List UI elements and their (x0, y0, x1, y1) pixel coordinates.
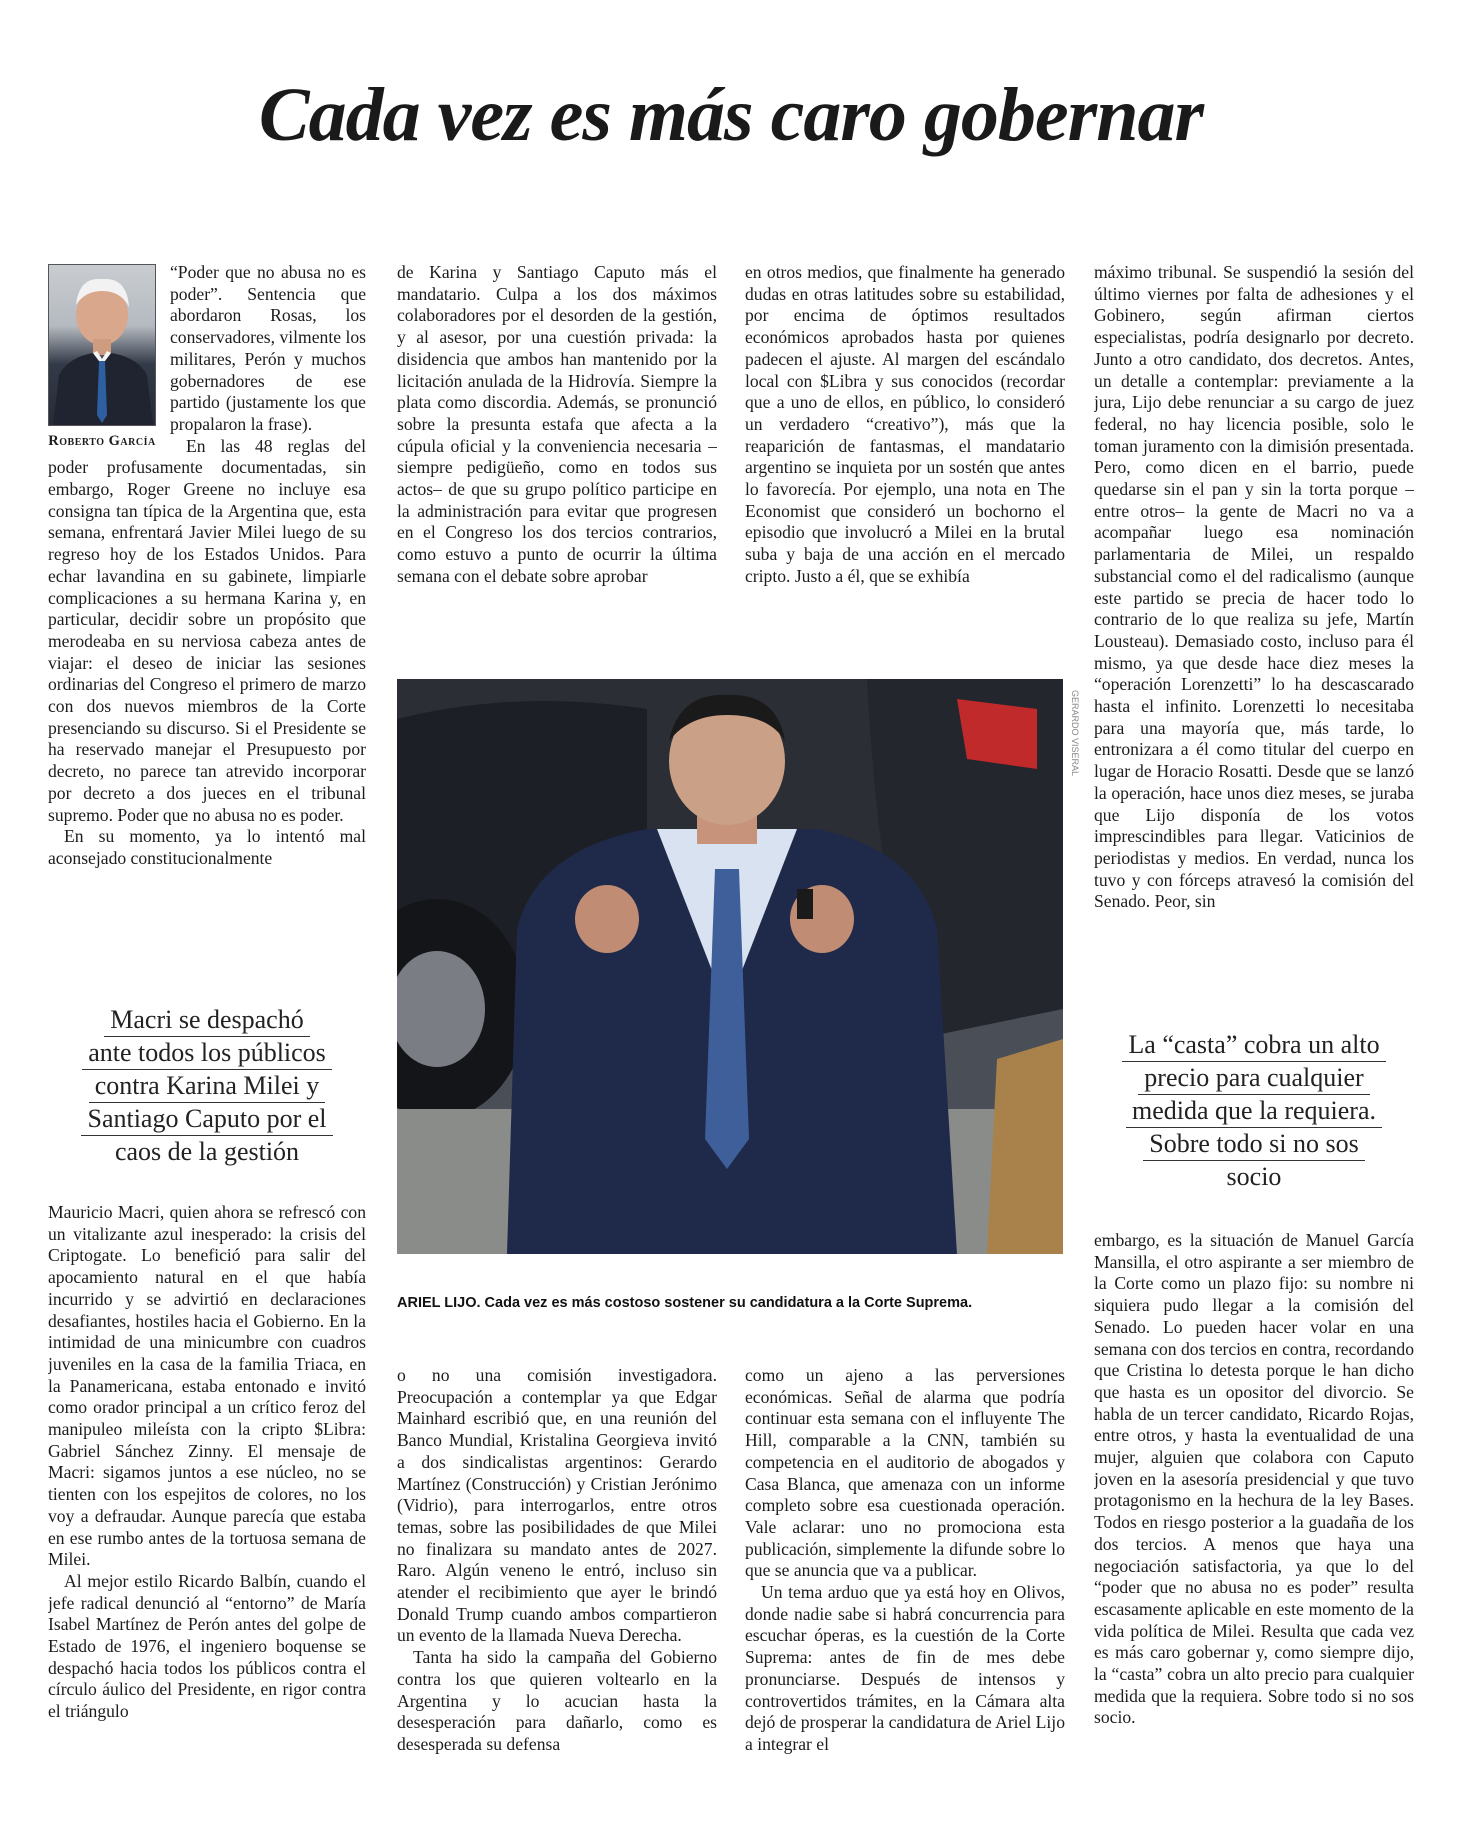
paragraph: Un tema arduo que ya está hoy en Olivos, donde nadie sabe si habrá concurrencia para escuchar óperas, es la cuestión de la Corte Suprema: antes de fin de mes debe pronunciarse. Después de intensos y controvertidos trámites, en la Cámara alta dejó de prosperar la candidatura de Ariel Lijo a integrar el (745, 1582, 1065, 1754)
paragraph: en otros medios, que finalmente ha generado dudas en otras latitudes sobre su estabilidad, por encima de óptimos resultados económicos aprobados hasta por quienes padecen el ajuste. Al margen del escándalo local con $Libra y sus conocidos (recordar que a uno de ellos, en público, lo consideró un verdadero “creativo”), más que la reaparición de fantasmas, el mandatario argentino se inquieta por un sostén que antes lo favorecía. Por ejemplo, una nota en The Economist que consideró un bochorno el episodio que involucró a Milei en la brutal suba y baja de una acción en el mercado cripto. Justo a él, que se exhibía (745, 262, 1065, 586)
column-2-top (397, 262, 717, 654)
column-2-bottom (397, 1365, 717, 1817)
author-name: Roberto García (48, 433, 156, 449)
pull-quote-line: medida que la requiera. (1126, 1095, 1382, 1128)
column-3-top (745, 262, 1065, 654)
pull-quote-right (1094, 1029, 1414, 1193)
paragraph: Tanta ha sido la campaña del Gobierno contra los que quieren voltearlo en la Argentina y lo acucian hasta la desesperación para dañarlo, como es desesperada su defensa (397, 1647, 717, 1754)
paragraph: como un ajeno a las perversiones económicas. Señal de alarma que podría continuar esta semana con el influyente The Hill, comparable a la CNN, también su competencia en el auditorio de abogados y Casa Blanca, que amenaza con un informe completo sobre esa cuestionada operación. Vale aclarar: uno no promociona esta publicación, simplemente la difunde sobre lo que se anuncia que va a publicar. (745, 1365, 1065, 1581)
caption-text: Cada vez es más costoso sostener su candidatura a la Corte Suprema. (480, 1295, 973, 1311)
paragraph: o no una comisión investigadora. Preocupación a contemplar ya que Edgar Mainhard escribió que, en una reunión del Banco Mundial, Kristalina Georgieva invitó a dos sindicalistas argentinos: Gerardo Martínez (Construcción) y Cristian Jerónimo (Vidrio), para interrogarlos, entre otros temas, sobre las posibilidades de que Milei no finalizara su mandato antes de 2027. Raro. Algún veneno le entró, incluso sin atender el recibimiento que ayer le brindó Donald Trump cuando ambos compartieron un evento de la llamada Nueva Derecha. (397, 1365, 717, 1646)
paragraph: de Karina y Santiago Caputo más el mandatario. Culpa a los dos máximos colaboradores por el desorden de la gestión, y al asesor, por una cuestión privada: la disidencia que ambos han mantenido por la licitación anulada de la Hidrovía. Siempre la plata como discordia. Además, se pronunció sobre la presunta estafa que afecta a la cúpula oficial y la conveniencia necesaria –siempre pedigüeño, como en todos sus actos– de que su grupo político participe en la administración para evitar que progresen en el Congreso los dos tercios contrarios, como estuvo a punto de ocurrir la última semana con el debate sobre aprobar (397, 262, 717, 586)
paragraph: máximo tribunal. Se suspendió la sesión del último viernes por falta de adhesiones y el Gobinero, según afirman ciertos especialistas, podría designarlo por decreto. Junto a otro candidato, dos decretos. Antes, un detalle a contemplar: previamente a la jura, Lijo debe renunciar a su cargo de juez federal, no hay licencia posible, solo le toman juramento con la dimisión presentada. Pero, como dicen en el barrio, puede quedarse sin el pan y sin la torta porque –entre otros– la gente de Macri no va a acompañar luego esa nominación parlamentaria de Milei, un respaldo substancial como el del radicalismo (aunque este partido se precia de hacer todo lo contrario de lo que realiza su jefe, Martín Lousteau). Demasiado costo, incluso para él mismo, ya que desde hace diez meses la “operación Lorenzetti” lo ha descascarado hasta el infinito. Lorenzetti lo necesitaba para una mayoría que, más tarde, lo entronizara a él como titular del cuerpo en lugar de Horacio Rosatti. Desde que se lanzó la operación, hace unos diez meses, se juraba que Lijo disponía de los votos imprescindibles para llegar. Vaticinios de periodistas y medios. En verdad, nunca los tuvo y con fórceps atravesó la comisión del Senado. Peor, sin (1094, 262, 1414, 912)
pull-quote-line: Santiago Caputo por el (81, 1103, 332, 1136)
pull-quote-line: ante todos los públicos (82, 1037, 332, 1070)
column-4-top (1094, 262, 1414, 1004)
paragraph: embargo, es la situación de Manuel García Mansilla, el otro aspirante a ser miembro de la Corte como un plazo fijo: su nombre ni siquiera pudo llegar a la comisión del Senado. Lo pueden hacer volar en una semana con dos tercios en contra, recordando que Cristina lo detesta porque le han dicho que hasta es un opositor del divorcio. Se habla de un tercer candidato, Ricardo Rojas, entre otros, y hasta la eventualidad de una mujer, alguien que colabora con Caputo joven en la asesoría presidencial y que tuvo protagonismo en la hechura de la ley Bases. Todos en riesgo posterior a la guadaña de los dos tercios. A menos que haya una negociación satisfactoria, ya que lo del “poder que no abusa no es poder” resulta escasamente aplicable en este momento de la vida política de Milei. Resulta que cada vez es más caro gobernar y, como siempre dijo, la “casta” cobra un alto precio para cualquier medida que la requiera. Sobre todo si no sos socio. (1094, 1230, 1414, 1728)
paragraph: Mauricio Macri, quien ahora se refrescó con un vitalizante azul inesperado: la crisis del Criptogate. Lo benefició para salir del apocamiento natural en el que había incurrido y se advirtió en declaraciones desafiantes, hostiles hacia el Gobierno. En la intimidad de una minicumbre con cuadros juveniles en la casa de la familia Triaca, en la Panamericana, estaba entonado e invitó como orador principal a un crítico feroz del manipuleo mileísta con la cripto $Libra: Gabriel Sánchez Zinny. El mensaje de Macri: sigamos juntos a ese núcleo, no se tienten con los espejitos de colores, no los voy a defraudar. Aunque parecía que estaba en ese rumbo antes de la tortuosa semana de Milei. (48, 1202, 366, 1570)
paragraph: En las 48 reglas del poder profusamente documentadas, sin embargo, Roger Greene no incluye esa consigna tan típica de la Argentina que, esta semana, enfrentará Javier Milei luego de su regreso hoy de los Estados Unidos. Para echar lavandina en su gabinete, limpiarle complicaciones a su hermana Karina y, en particular, decidir sobre un propósito que merodeaba en su nerviosa cabeza antes de viajar: el deseo de iniciar las sesiones ordinarias del Congreso el primero de marzo con dos nuevos miembros de la Corte presenciando su discurso. Si el Presidente se ha reservado manejar el Presupuesto por decreto, no parece tan atrevido incorporar por decreto a dos jueces en el tribunal supremo. Poder que no abusa no es poder. (48, 435, 366, 825)
paragraph: Al mejor estilo Ricardo Balbín, cuando el jefe radical denunció al “entorno” de María Isabel Martínez de Perón antes del golpe de Estado de 1976, el ingeniero boquense se despachó hacia todos los públicos contra el círculo áulico del Presidente, en rigor contra el triángulo (48, 1570, 366, 1722)
paragraph: En su momento, ya lo intentó mal aconsejado constitucionalmente (48, 826, 366, 868)
headline: Cada vez es más caro gobernar (258, 73, 1204, 157)
author-box (48, 264, 156, 450)
pull-quote-line: La “casta” cobra un alto (1122, 1029, 1385, 1062)
author-photo (48, 264, 156, 426)
photo-ariel-lijo (397, 679, 1063, 1254)
paragraph: “Poder que no abusa no es poder”. Sentencia que abordaron Rosas, los conservadores, vilmente los militares, Perón y muchos gobernadores de ese partido (justamente los que propalaron la frase). (170, 262, 366, 434)
column-1-top (48, 262, 366, 980)
pull-quote-left (48, 1004, 366, 1168)
photo-credit: GERARDO VISERAL (1070, 690, 1080, 777)
column-1-bottom (48, 1202, 366, 1817)
photo-caption (397, 1295, 1077, 1311)
column-3-bottom (745, 1365, 1065, 1817)
column-4-bottom (1094, 1230, 1414, 1817)
pull-quote-line: socio (1226, 1162, 1282, 1191)
pull-quote-line: precio para cualquier (1138, 1062, 1369, 1095)
caption-name: ARIEL LIJO. (397, 1295, 481, 1311)
pull-quote-line: Sobre todo si no sos (1143, 1128, 1364, 1161)
pull-quote-line: Macri se despachó (104, 1004, 309, 1037)
pull-quote-line: contra Karina Milei y (89, 1070, 326, 1103)
pull-quote-line: caos de la gestión (114, 1137, 300, 1166)
